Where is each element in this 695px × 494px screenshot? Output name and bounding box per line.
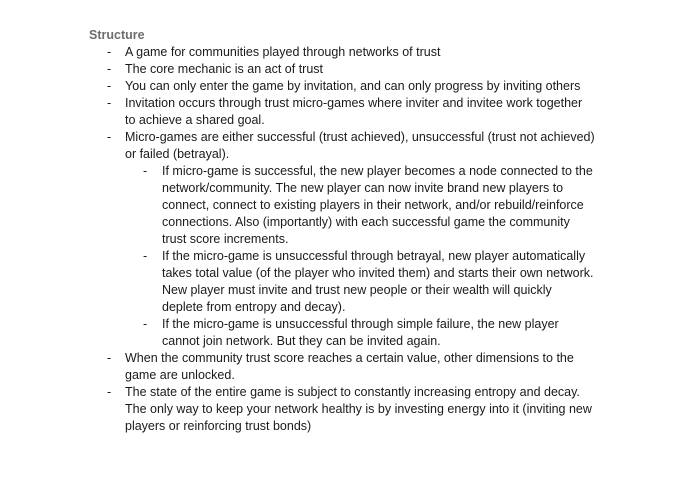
- list-item: [0, 61, 595, 78]
- list-item-text: Invitation occurs through trust micro-games where inviter and invitee work together to achieve a shared goal.: [125, 96, 583, 127]
- sub-list-item: [125, 163, 595, 248]
- bullet-dash: -: [143, 317, 148, 331]
- bullet-dash: -: [143, 164, 148, 178]
- list-item: [0, 78, 595, 95]
- list-item: [0, 384, 595, 435]
- sub-list-item-text: If micro-game is successful, the new player becomes a node connected to the network/community. The new player can now invite brand new players to connect, connect to existing players in their network, and/or rebuild/reinforce connections. Also (importantly) with each successful game the community trust score increments.: [162, 164, 593, 246]
- bullet-dash: -: [107, 62, 112, 76]
- sub-bullet-list: [125, 163, 595, 350]
- sub-list-item: [125, 316, 595, 350]
- list-item-text: The core mechanic is an act of trust: [125, 62, 324, 76]
- bullet-dash: -: [107, 130, 112, 144]
- list-item-text: A game for communities played through networks of trust: [125, 45, 441, 59]
- bullet-dash: -: [107, 79, 112, 93]
- list-item: [0, 44, 595, 61]
- list-item-text: You can only enter the game by invitation, and can only progress by inviting others: [125, 79, 581, 93]
- sub-list-item: [125, 248, 595, 316]
- bullet-dash: -: [107, 351, 112, 365]
- bullet-list: [0, 44, 695, 435]
- bullet-dash: -: [107, 45, 112, 59]
- bullet-dash: -: [107, 96, 112, 110]
- list-item: [0, 350, 595, 384]
- list-item: [0, 129, 595, 350]
- list-item: [0, 95, 595, 129]
- list-item-text: Micro-games are either successful (trust achieved), unsuccessful (trust not achieved) or failed (betrayal).: [125, 130, 595, 161]
- bullet-dash: -: [143, 249, 148, 263]
- bullet-dash: -: [107, 385, 112, 399]
- list-item-text: The state of the entire game is subject to constantly increasing entropy and decay. The only way to keep your network healthy is by investing energy into it (inviting new players or reinforcing trust bonds): [125, 385, 592, 433]
- sub-list-item-text: If the micro-game is unsuccessful through betrayal, new player automatically takes total value (of the player who invited them) and starts their own network. New player must invite and trust new people or their wealth will quickly deplete from entropy and decay).: [162, 249, 594, 314]
- section-heading: Structure: [89, 28, 145, 42]
- list-item-text: When the community trust score reaches a certain value, other dimensions to the game are unlocked.: [125, 351, 574, 382]
- sub-list-item-text: If the micro-game is unsuccessful through simple failure, the new player cannot join network. But they can be invited again.: [162, 317, 559, 348]
